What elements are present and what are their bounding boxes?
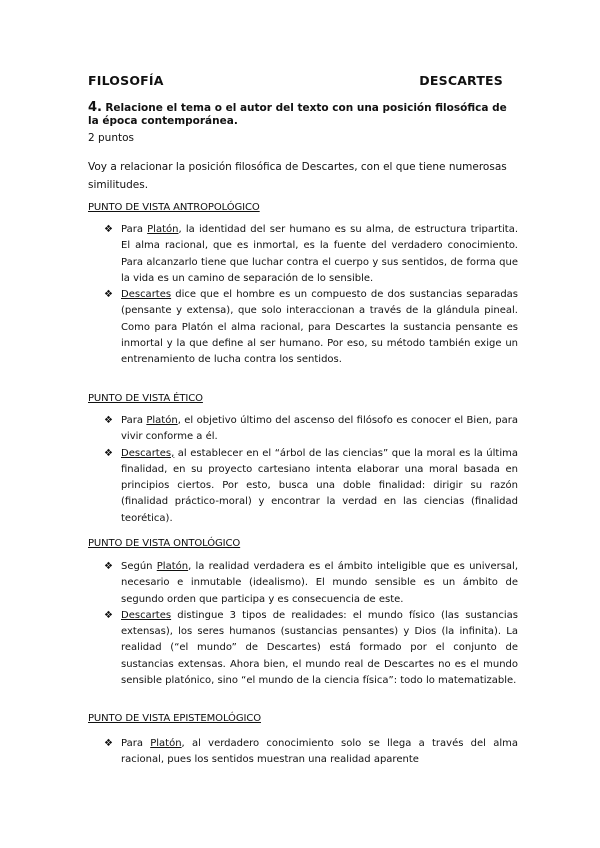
- diamond-bullet-icon: ❖: [104, 289, 113, 301]
- list-item: ❖ Según Platón, la realidad verdadera es el ámbito inteligible que es universal, necesario e inmutable (idealismo). El mundo sensible es un ámbito de segundo orden que participa y es consecuencia de este.: [104, 561, 519, 605]
- diamond-bullet-icon: ❖: [104, 224, 113, 235]
- diamond-bullet-icon: ❖: [104, 738, 113, 749]
- author-name: Platón: [146, 415, 178, 426]
- question-statement: [88, 101, 520, 128]
- question-number: 4.: [88, 100, 102, 115]
- author-name: Platón: [147, 224, 179, 235]
- diamond-bullet-icon: ❖: [104, 415, 113, 426]
- subject-title: FILOSOFÍA: [88, 73, 164, 88]
- list-item: ❖ Para Platón, la identidad del ser humano es su alma, de estructura tripartita. El alma racional, que es inmortal, es la fuente del verdadero conocimiento. Para alcanzarlo tiene que luchar contra el cuerpo y sus sentidos, de forma que la vida es un camino de separación de lo sensible.: [104, 224, 519, 284]
- list-item: ❖ Para Platón, el objetivo último del ascenso del filósofo es conocer el Bien, para vivir conforme a él.: [104, 415, 518, 443]
- author-name: Descartes: [121, 609, 172, 621]
- section-heading-antropologico: PUNTO DE VISTA ANTROPOLÓGICO: [88, 202, 260, 213]
- section-heading-etico: PUNTO DE VISTA ÉTICO: [88, 393, 203, 404]
- author-name: Platón: [156, 561, 189, 572]
- diamond-bullet-icon: ❖: [104, 447, 113, 459]
- author-title: DESCARTES: [419, 73, 503, 88]
- author-name: Descartes,: [121, 447, 175, 459]
- section-list-epistemologico: [104, 736, 518, 769]
- section-list-antropologico: [104, 222, 518, 369]
- list-item: ❖ Para Platón, al verdadero conocimiento solo se llega a través del alma racional, pues los sentidos muestran una realidad aparente: [104, 738, 518, 766]
- diamond-bullet-icon: ❖: [104, 609, 113, 621]
- section-list-ontologico: [104, 559, 518, 689]
- page-header: [88, 73, 503, 88]
- author-name: Platón: [150, 738, 182, 749]
- list-item: ❖ Descartes distingue 3 tipos de realidades: el mundo físico (las sustancias extensas), los seres humanos (sustancias pensantes) y Dios (la infinita). La realidad (“el mundo” de Descartes) está formado por el conjunto de sustancias extensas. Ahora bien, el mundo real de Descartes no es el mundo sensible platónico, sino “el mundo de la ciencia física”: todo lo matematizable.: [104, 609, 518, 687]
- author-name: Descartes: [121, 289, 172, 301]
- section-heading-epistemologico: PUNTO DE VISTA EPISTEMOLÓGICO: [88, 713, 261, 724]
- question-text: Relacione el tema o el autor del texto con una posición filosófica de la época contemporánea.: [88, 102, 507, 127]
- list-item: ❖ Descartes dice que el hombre es un compuesto de dos sustancias separadas (pensante y extensa), que solo interaccionan a través de la glándula pineal. Como para Platón el alma racional, para Descartes la sustancia pensante es inmortal y la que define al ser humano. Por eso, su método también exige un entrenamiento de lucha contra los sentidos.: [104, 289, 518, 366]
- question-points: 2 puntos: [88, 132, 135, 144]
- section-list-etico: [104, 413, 518, 527]
- intro-paragraph: Voy a relacionar la posición filosófica de Descartes, con el que tiene numerosas similitudes.: [88, 161, 507, 191]
- diamond-bullet-icon: ❖: [104, 561, 113, 572]
- section-heading-ontologico: PUNTO DE VISTA ONTOLÓGICO: [88, 538, 241, 549]
- list-item: ❖ Descartes, al establecer en el “árbol de las ciencias” que la moral es la última finalidad, en su proyecto cartesiano intenta elaborar una moral basada en principios ciertos. Por esto, busca una doble finalidad: dirigir su razón (finalidad práctico-moral) y encontrar la verdad en las ciencias (finalidad teorética).: [104, 447, 518, 524]
